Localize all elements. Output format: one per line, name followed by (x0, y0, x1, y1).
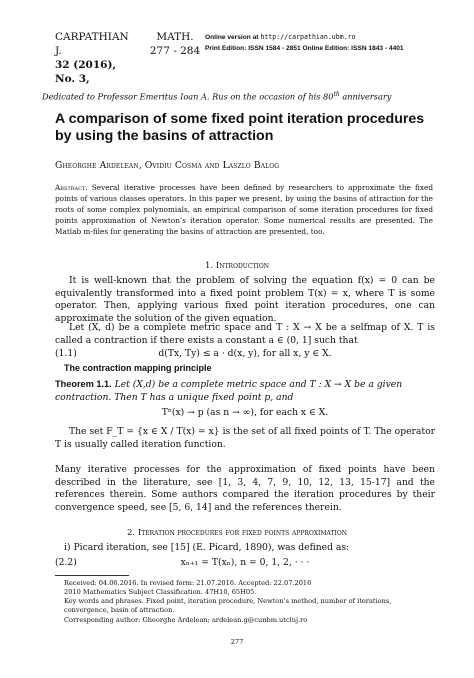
picard-definition: i) Picard iteration, see [15] (E. Picard, 1890), was defined as: (64, 542, 350, 553)
paper-title: A comparison of some fixed point iteration procedures by using the basins of attraction (55, 111, 425, 144)
equation-body: Tⁿ(x) → p (as n → ∞), for each x ∈ X. (161, 407, 329, 418)
dedication: Dedicated to Professor Emeritus Ioan A. Rus on the occasion of his 80th anniversary (42, 91, 392, 102)
footnote-divider (55, 575, 129, 576)
online-info (205, 32, 404, 54)
paragraph-literature: Many iterative processes for the approximation of fixed points have been described in the literature, see [1, 3, 4, 7, 9, 10, 12, 13, 15-17] and the references therein. Some authors compared the iteration procedures by their convergence speed, see [5, 6, 14] and the references therein. (55, 464, 435, 513)
journal-section (148, 30, 202, 58)
journal-volume: 32 (2016), No. 3, (55, 59, 117, 85)
footnote-received: Received: 04.06.2016. In revised form: 21.07.2016. Accepted: 22.07.2016 (64, 579, 312, 587)
print-edition: Print Edition: ISSN 1584 - 2851 Online Edition: ISSN 1843 - 4401 (205, 45, 404, 52)
footnote-corresponding: Corresponding author: Gheorghe Ardelean; ardelean.g@cunbm.utcluj.ro (64, 616, 308, 624)
paragraph-intro-2: Let (X, d) be a complete metric space and T : X → X be a selfmap of X. T is called a contraction if there exists a constant a ∈ (0, 1] such that (55, 322, 435, 346)
equation-number: (2.2) (55, 557, 77, 568)
footnote-msc: 2010 Mathematics Subject Classification. 47H10, 65H05. (64, 588, 257, 596)
page-number: 277 (230, 638, 244, 646)
abstract (55, 182, 433, 237)
abstract-text: Several iterative processes have been defined by researchers to approximate the fixed points of various classes operators. In this paper we present, by using the basins of attraction for the roots of some complex polynomials, an empirical comparison of some iteration procedures for fixed points approximation of Newton’s iteration operator. Some numerical results are presented. The Matlab m-files for generating the basins of attraction are presented, too. (55, 183, 433, 236)
author-list: Gheorghe Ardelean, Ovidiu Cosma and Laszlo Balog (55, 160, 280, 171)
online-url[interactable]: http://carpathian.ubm.ro (260, 33, 356, 41)
abstract-label: Abstract. (55, 183, 88, 192)
theorem-1-1 (55, 378, 435, 404)
equation-body: d(Tx, Ty) ≤ a · d(x, y), for all x, y ∈ X. (158, 348, 332, 359)
theorem-statement: Let (X,d) be a complete metric space and T : X → X be a given contraction. Then T has a unique fixed point p, and (55, 379, 403, 403)
equation-body: xₙ₊₁ = T(xₙ), n = 0, 1, 2, · · · (180, 557, 310, 568)
paragraph-fixed-set: The set F_T = {x ∈ X / T(x) = x} is the set of all fixed points of T. The operator T is usually called iteration function. (55, 426, 435, 450)
equation-number: (1.1) (55, 348, 77, 359)
online-label: Online version at (205, 34, 259, 41)
subheading-contraction: The contraction mapping principle (64, 363, 212, 373)
math-label: MATH. (156, 31, 194, 43)
journal-header (55, 30, 135, 86)
footnote-keywords: Key words and phrases. Fixed point, iteration procedure, Newton’s method, number of iterations, convergence, basin of attraction. (64, 597, 392, 614)
section-heading-iteration: 2. Iteration procedures for fixed points approximation (126, 528, 348, 538)
journal-name: CARPATHIAN J. (55, 31, 129, 57)
page-range: 277 - 284 (149, 45, 201, 57)
theorem-label: Theorem 1.1. (55, 379, 112, 389)
section-heading-introduction: 1. Introduction (204, 261, 269, 271)
paragraph-intro-1: It is well-known that the problem of solving the equation f(x) = 0 can be equivalently transformed into a fixed point problem T(x) = x, where T is some operator. Then, applying various fixed point iteration procedures, one can approximate the solution of the given equation. (55, 275, 435, 324)
